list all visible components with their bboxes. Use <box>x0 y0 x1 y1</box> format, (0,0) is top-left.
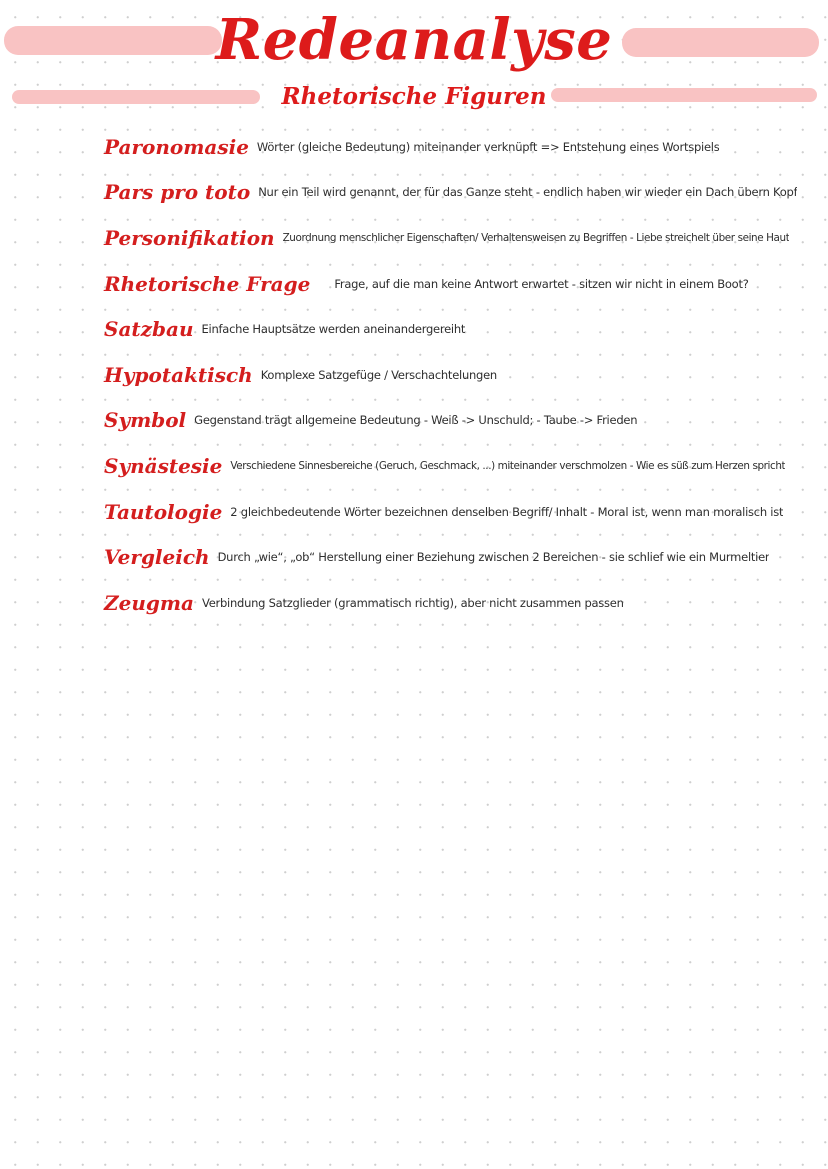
list-item <box>104 124 810 170</box>
list-item <box>104 306 810 352</box>
list-item <box>104 580 810 626</box>
list-item <box>104 398 810 444</box>
list-item <box>104 352 810 398</box>
list-item <box>104 215 810 261</box>
list-item <box>104 443 810 489</box>
term: Tautologie <box>104 499 223 524</box>
definition: Zuordnung menschlicher Eigenschaften/ Verhaltensweisen zu Begriffen - Liebe streichelt über seine Haut <box>282 231 790 244</box>
page-subtitle: Rhetorische Figuren <box>281 83 547 110</box>
term: Zeugma <box>104 590 194 615</box>
definition: Durch „wie“, „ob“ Herstellung einer Beziehung zwischen 2 Bereichen - sie schlief wie ein Murmeltier <box>217 550 770 565</box>
term: Satzbau <box>104 317 194 342</box>
definition: Wörter (gleiche Bedeutung) miteinander verknüpft => Entstehung eines Wortspiels <box>256 139 720 154</box>
term: Pars pro toto <box>104 180 251 205</box>
definition: Komplexe Satzgefüge / Verschachtelungen <box>260 367 497 382</box>
page-title: Redeanalyse <box>215 7 613 73</box>
definition: Einfache Hauptsätze werden aneinandergereiht <box>201 322 466 337</box>
list-item <box>104 534 810 580</box>
definition: Nur ein Teil wird genannt, der für das Ganze steht - endlich haben wir wieder ein Dach übern Kopf <box>258 185 798 200</box>
list-item <box>104 261 810 307</box>
list-item <box>104 489 810 535</box>
term: Symbol <box>104 408 187 433</box>
definition: Verbindung Satzglieder (grammatisch richtig), aber nicht zusammen passen <box>201 595 624 610</box>
definition: 2 gleichbedeutende Wörter bezeichnen denselben Begriff/ Inhalt - Moral ist, wenn man moralisch ist <box>230 504 784 519</box>
term: Synästesie <box>104 453 223 478</box>
definition: Gegenstand trägt allgemeine Bedeutung - Weiß -> Unschuld; - Taube -> Frieden <box>194 413 638 428</box>
term: Paronomasie <box>104 134 249 159</box>
definition: Verschiedene Sinnesbereiche (Geruch, Geschmack, ...) miteinander verschmolzen - Wie es süß zum Herzen spricht <box>230 459 786 472</box>
term: Hypotaktisch <box>104 362 253 387</box>
term: Rhetorische Frage <box>104 271 311 296</box>
term: Personifikation <box>104 225 275 250</box>
list-item <box>104 170 810 216</box>
term: Vergleich <box>104 545 210 570</box>
definition: Frage, auf die man keine Antwort erwartet - sitzen wir nicht in einem Boot? <box>334 276 749 291</box>
figure-list <box>104 124 810 626</box>
